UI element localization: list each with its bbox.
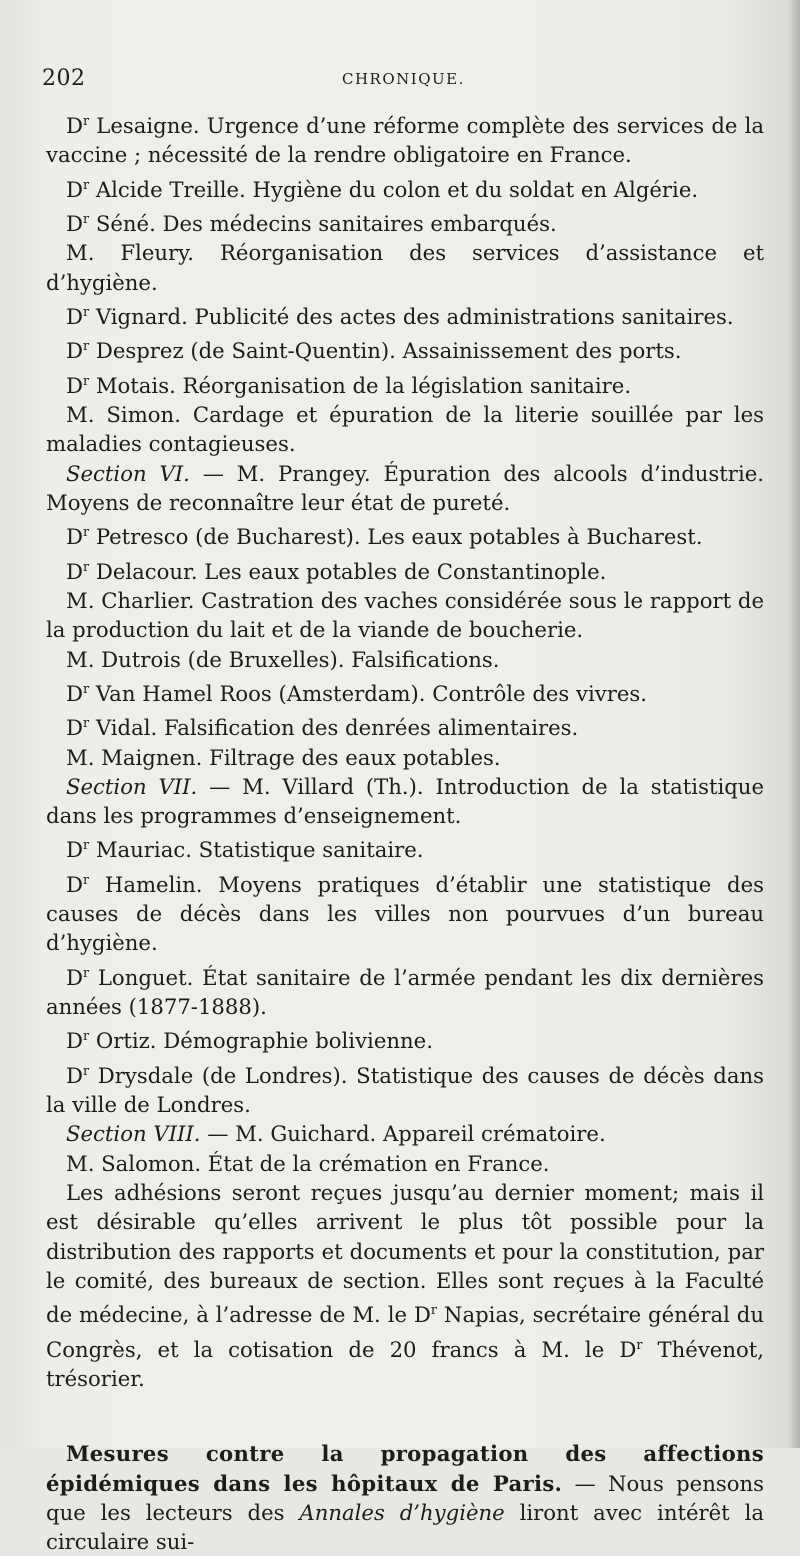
- doctor-prefix: D: [66, 304, 83, 330]
- entry-item: [46, 830, 764, 864]
- doctor-prefix-sup: r: [83, 964, 90, 980]
- entry-item: [46, 331, 764, 365]
- page-header: [42, 66, 760, 94]
- doctor-prefix-sup: r: [83, 211, 90, 227]
- closing-paragraph: [46, 1178, 764, 1393]
- doctor-prefix: D: [66, 211, 83, 237]
- section-label: Section VIII.: [66, 1121, 201, 1147]
- page-spine-shadow: [788, 0, 800, 1448]
- doctor-prefix-sup: r: [83, 1028, 90, 1044]
- entry-text: Longuet. État sanitaire de l’armée pendant les dix dernières années (1877-1888).: [46, 964, 764, 1020]
- entry-item: [46, 865, 764, 958]
- doctor-prefix: D: [66, 871, 83, 897]
- page-body: [46, 106, 764, 1556]
- entry-item: [46, 366, 764, 400]
- entry-text: M. Charlier. Castration des vaches considérée sous le rapport de la production du lait et de la viande de boucherie.: [46, 587, 764, 643]
- running-head: CHRONIQUE.: [342, 70, 465, 88]
- entry-item: [46, 674, 764, 708]
- entry-text: — M. Villard (Th.). Introduction de la statistique dans les programmes d’enseignement.: [46, 773, 764, 829]
- entry-item: [46, 586, 764, 645]
- news-text-part-2: liront avec intérêt la circulaire sui-: [46, 1499, 765, 1555]
- doctor-prefix: D: [66, 1028, 83, 1054]
- entry-text: M. Salomon. État de la crémation en France.: [66, 1150, 550, 1176]
- entry-item: [46, 106, 764, 170]
- entry-text: M. Dutrois (de Bruxelles). Falsifications.: [66, 646, 500, 672]
- doctor-prefix: D: [66, 1062, 83, 1088]
- entry-item: [46, 552, 764, 586]
- journal-name: Annales d’hygiène: [299, 1499, 505, 1525]
- entry-item: [46, 772, 764, 831]
- doctor-prefix-sup: r: [83, 715, 90, 731]
- news-paragraph: [46, 1439, 764, 1556]
- entry-text: Alcide Treille. Hygiène du colon et du soldat en Algérie.: [89, 176, 699, 202]
- doctor-prefix-sup: r: [83, 1062, 90, 1078]
- entry-item: [46, 1119, 764, 1148]
- entry-text: Mauriac. Statistique sanitaire.: [89, 837, 424, 863]
- section-label: Section VI.: [66, 460, 190, 486]
- entry-item: [46, 459, 764, 518]
- entry-item: [46, 1021, 764, 1055]
- entry-item: [46, 238, 764, 297]
- doctor-prefix-sup: r: [83, 303, 90, 319]
- entry-text: Hamelin. Moyens pratiques d’établir une statistique des causes de décès dans les villes non pourvues d’un bureau d’hygiène.: [46, 871, 764, 956]
- doctor-prefix: D: [66, 113, 83, 139]
- entry-text: Séné. Des médecins sanitaires embarqués.: [89, 211, 557, 237]
- closing-sup-1: r: [430, 1302, 438, 1318]
- entry-text: Motais. Réorganisation de la législation sanitaire.: [89, 372, 632, 398]
- entry-text: Vidal. Falsification des denrées alimentaires.: [89, 715, 579, 741]
- doctor-prefix: D: [66, 837, 83, 863]
- doctor-prefix-sup: r: [83, 372, 90, 388]
- doctor-prefix: D: [66, 176, 83, 202]
- doctor-prefix: D: [66, 680, 83, 706]
- entry-text: Petresco (de Bucharest). Les eaux potables à Bucharest.: [89, 524, 703, 550]
- doctor-prefix: D: [66, 372, 83, 398]
- entry-item: [46, 204, 764, 238]
- entry-item: [46, 958, 764, 1022]
- entry-text: Ortiz. Démographie bolivienne.: [89, 1028, 433, 1054]
- doctor-prefix-sup: r: [83, 558, 90, 574]
- doctor-prefix: D: [66, 524, 83, 550]
- doctor-prefix-sup: r: [83, 871, 90, 887]
- doctor-prefix-sup: r: [83, 113, 90, 128]
- entry-text: M. Fleury. Réorganisation des services d’assistance et d’hygiène.: [46, 240, 764, 295]
- closing-text-part-1: Les adhésions seront reçues jusqu’au dernier moment; mais il est désirable qu’elles arrivent le plus tôt possible pour la distribution des rapports et documents et pour la constitution, par le comité, des bureaux de section. Elles sont reçues à la Faculté de médecine, à l’adresse de M. le D: [46, 1180, 764, 1328]
- entry-text: Drysdale (de Londres). Statistique des causes de décès dans la ville de Londres.: [46, 1062, 764, 1118]
- entry-item: [46, 297, 764, 331]
- doctor-prefix: D: [66, 715, 83, 741]
- news-text-part-1: — Nous pensons que les lecteurs des: [46, 1470, 764, 1525]
- section-label: Section VII.: [66, 773, 198, 799]
- entry-text: M. Simon. Cardage et épuration de la literie souillée par les maladies contagieuses.: [46, 402, 764, 457]
- doctor-prefix: D: [66, 558, 83, 584]
- entry-item: [46, 645, 764, 674]
- entry-text: — M. Guichard. Appareil crématoire.: [200, 1121, 606, 1147]
- entry-list: [46, 106, 764, 1178]
- entry-text: — M. Prangey. Épuration des alcools d’industrie. Moyens de reconnaître leur état de pureté.: [46, 460, 764, 515]
- entry-item: [46, 517, 764, 551]
- section-gap: [46, 1393, 764, 1439]
- page-number: 202: [42, 66, 86, 91]
- entry-text: Van Hamel Roos (Amsterdam). Contrôle des vivres.: [89, 680, 648, 706]
- doctor-prefix-sup: r: [83, 837, 90, 853]
- closing-text-part-2: Napias, secrétaire général du Congrès, et la cotisation de 20 francs à M. le D: [46, 1302, 764, 1362]
- entry-text: Desprez (de Saint-Quentin). Assainissement des ports.: [89, 338, 682, 364]
- entry-item: [46, 400, 764, 459]
- entry-item: [46, 1149, 764, 1178]
- doctor-prefix-sup: r: [83, 338, 90, 354]
- entry-item: [46, 1056, 764, 1120]
- entry-text: Vignard. Publicité des actes des administrations sanitaires.: [89, 304, 734, 330]
- doctor-prefix: D: [66, 964, 83, 990]
- entry-item: [46, 743, 764, 772]
- entry-item: [46, 708, 764, 742]
- entry-item: [46, 170, 764, 204]
- news-title: Mesures contre la propagation des affections épidémiques dans les hôpitaux de Paris.: [46, 1441, 764, 1496]
- doctor-prefix-sup: r: [83, 524, 90, 540]
- entry-text: Delacour. Les eaux potables de Constantinople.: [89, 558, 607, 584]
- entry-text: Lesaigne. Urgence d’une réforme complète des services de la vaccine ; nécessité de la rendre obligatoire en France.: [46, 113, 764, 168]
- doctor-prefix-sup: r: [83, 680, 90, 696]
- closing-text-part-3: Thévenot, trésorier.: [46, 1336, 764, 1391]
- closing-sup-2: r: [636, 1336, 643, 1352]
- doctor-prefix-sup: r: [83, 176, 90, 192]
- entry-text: M. Maignen. Filtrage des eaux potables.: [66, 744, 501, 770]
- doctor-prefix: D: [66, 338, 83, 364]
